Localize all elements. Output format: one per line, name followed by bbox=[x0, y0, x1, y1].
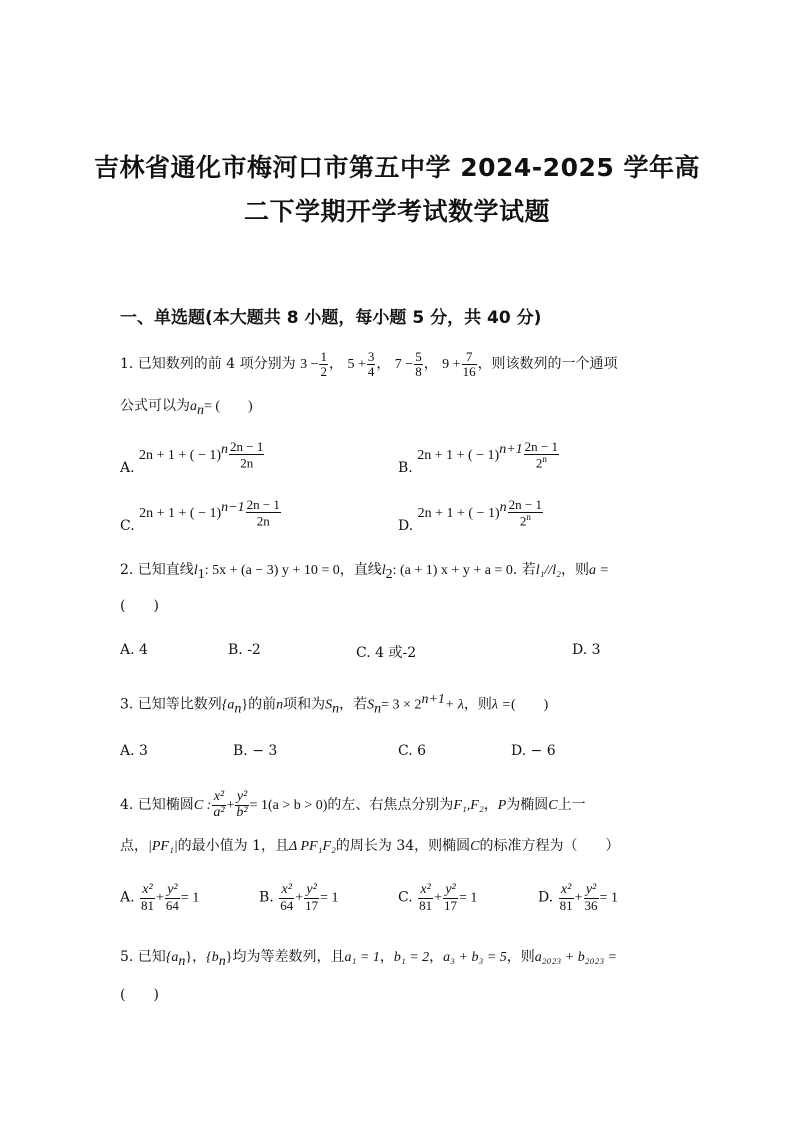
q1-option-c-den bbox=[246, 513, 281, 528]
q4-option-d-den-2: 36 bbox=[584, 897, 598, 913]
q3-option-b[interactable]: B. − 3 bbox=[233, 743, 278, 759]
q4-mid-text-3: 为椭圆 bbox=[506, 797, 549, 814]
q4-option-c-den-1: 81 bbox=[419, 897, 433, 913]
q4-option-b-den-2: 17 bbox=[305, 897, 319, 913]
q5-seq-a-end: } bbox=[185, 950, 193, 965]
q4-option-d-frac-x bbox=[559, 883, 574, 912]
q1-option-d-fraction bbox=[508, 498, 543, 528]
q4-option-d-label: D. bbox=[538, 889, 554, 906]
q4-option-a-frac-y bbox=[165, 883, 180, 912]
question-3-prefix: 3. 已知等比数列 bbox=[120, 696, 222, 713]
question-4-prefix: 4. 已知椭圆 bbox=[120, 797, 194, 814]
q1-option-a-fraction bbox=[229, 440, 264, 470]
q1-option-c-fraction bbox=[246, 498, 281, 528]
title-line-1: 吉林省通化市梅河口市第五中学 2024-2025 学年高 bbox=[94, 153, 700, 182]
q5-seq-a: {a bbox=[165, 950, 179, 965]
q4-ellipse-rest: = 1(a > b > 0) bbox=[249, 798, 328, 814]
q1-option-b-label: B. bbox=[398, 459, 413, 476]
q1-option-c[interactable] bbox=[120, 497, 282, 534]
q5-condition-3: a₃ + b₃ = 5 bbox=[443, 950, 507, 965]
q1-option-d-den-base: 2 bbox=[519, 512, 527, 528]
q1-option-b-exp: n+1 bbox=[499, 442, 523, 458]
q4-option-b-eq: = 1 bbox=[320, 890, 339, 906]
q1-option-b-fraction bbox=[524, 440, 559, 470]
q1-term-2-fraction bbox=[367, 350, 376, 378]
q4-option-a-den-1: 81 bbox=[141, 897, 155, 913]
q5-condition-1: a₁ = 1 bbox=[344, 950, 380, 965]
question-1-line-2-text: 公式可以为 bbox=[120, 398, 190, 414]
q3-eq-s: S bbox=[367, 697, 375, 713]
q5-seq-b-end: } bbox=[225, 950, 233, 965]
q4-option-a[interactable]: A. $\frac{\text{x²}}{81}$ + $\frac{\text{y²}}{64}$ = 1 bbox=[120, 882, 200, 913]
question-1-prefix: 1. 已知数列的前 4 项分别为 bbox=[120, 356, 296, 373]
q4-option-b-num-y: y² bbox=[304, 883, 319, 899]
q3-option-a[interactable]: A. 3 bbox=[120, 743, 148, 759]
q1-answer-paren: = ( ) bbox=[204, 399, 253, 414]
q2-equation-1: : 5x + (a − 3) y + 10 = 0 bbox=[204, 563, 340, 578]
q4-end-text: 上一 bbox=[557, 797, 586, 814]
q1-term-4-whole: 9 + bbox=[442, 357, 461, 373]
q4-option-b[interactable]: B. $\frac{\text{x²}}{64}$ + $\frac{\text{y²}}{17}$ = 1 bbox=[259, 882, 339, 913]
q2-line-l2-sub: 2 bbox=[385, 566, 393, 582]
q4-pf-abs: |PF₁| bbox=[148, 839, 178, 854]
q1-term-1-fraction bbox=[319, 350, 328, 378]
q1-option-a-den bbox=[229, 455, 264, 470]
q4-c-symbol: C bbox=[548, 798, 558, 814]
q4-option-c-eq: = 1 bbox=[459, 890, 478, 906]
q4-option-c-frac-y bbox=[443, 883, 458, 912]
q4-option-b-num-x: x² bbox=[279, 883, 294, 899]
question-1-line-1: 1. 已知数列的前 4 项分别为 3 − $\frac{1}{2}$ ， 5 + $\frac{3}{4}$ ， 7 − $\frac{5}{8}$ ， 9 + $\frac{7}{16}$ ，则该数列的一个通项 bbox=[120, 349, 618, 379]
question-1-line-2 bbox=[120, 395, 253, 419]
q1-option-d-exp: n bbox=[499, 500, 507, 516]
q1-an-symbol: a bbox=[190, 399, 197, 414]
q1-option-d-head: 2n + 1 + ( − 1) bbox=[417, 505, 500, 521]
q3-option-c[interactable]: C. 6 bbox=[398, 743, 427, 759]
q3-sequence: {a bbox=[221, 697, 235, 713]
question-3-line-1 bbox=[120, 692, 548, 717]
q1-term-4-fraction bbox=[462, 350, 477, 378]
q3-mid-text: 的前 bbox=[248, 696, 277, 713]
q2-parallel-condition: l₁//l₂ bbox=[535, 563, 562, 578]
question-5-line-1: 5. 已知$\{a_n\}$，$\{b_n\}$均为等差数列，且a₁ = 1，b₁ = 2，a₃ + b₃ = 5，则a₂₀₂₃ + b₂₀₂₃ = bbox=[120, 949, 618, 969]
q1-option-b-den-base: 2 bbox=[535, 454, 543, 470]
q3-s-symbol: S bbox=[325, 697, 333, 713]
q3-eq-s-sub: n bbox=[374, 701, 382, 717]
q4-line2-b: 的最小值为 1，且 bbox=[177, 838, 290, 854]
q2-option-b[interactable]: B. -2 bbox=[228, 642, 261, 658]
q4-line2-c: 的周长为 34，则椭圆 bbox=[335, 838, 471, 854]
section-heading: 一、单选题(本大题共 8 小题，每小题 5 分，共 40 分) bbox=[120, 308, 542, 328]
q3-sequence-sub: n bbox=[234, 701, 242, 717]
q4-option-b-frac-y bbox=[304, 883, 319, 912]
q4-line2-a: 点， bbox=[120, 838, 148, 854]
q1-term-4-den: 16 bbox=[462, 363, 476, 379]
q4-ellipse-frac-x bbox=[212, 790, 225, 820]
q1-term-1-num: 1 bbox=[320, 349, 327, 364]
q1-option-a-num: 2n − 1 bbox=[230, 439, 264, 454]
q1-term-3-whole: 7 − bbox=[394, 357, 414, 373]
question-1-suffix: ，则该数列的一个通项 bbox=[477, 356, 618, 373]
q4-option-d-num-x: x² bbox=[559, 883, 574, 899]
q3-eq-rest: = 3 × 2 bbox=[381, 697, 422, 713]
question-5-prefix: 5. 已知 bbox=[120, 949, 166, 965]
q5-target: a₂₀₂₃ + b₂₀₂₃ = bbox=[534, 950, 618, 965]
q2-option-d[interactable]: D. 3 bbox=[572, 642, 601, 658]
question-2-prefix: 2. 已知直线 bbox=[120, 562, 194, 578]
q1-option-c-num: 2n − 1 bbox=[246, 497, 280, 512]
question-2-line-1 bbox=[120, 559, 609, 583]
q1-option-b-head: 2n + 1 + ( − 1) bbox=[417, 447, 500, 463]
q3-end-text: ，则 bbox=[463, 696, 492, 713]
q4-option-a-den-2: 64 bbox=[165, 897, 179, 913]
q1-term-2-den: 4 bbox=[367, 363, 375, 379]
q1-option-a-label: A. bbox=[120, 459, 135, 476]
q3-s-sub: n bbox=[332, 701, 340, 717]
q3-answer-paren: ( ) bbox=[510, 697, 549, 713]
q4-option-c-num-x: x² bbox=[418, 883, 433, 899]
q1-option-b-den-exp: n bbox=[542, 453, 547, 464]
q1-option-b[interactable] bbox=[398, 439, 560, 476]
q1-term-2-whole: 5 + bbox=[347, 357, 366, 373]
q4-option-b-den-1: 64 bbox=[280, 897, 294, 913]
q2-end-text: ，则 bbox=[561, 562, 590, 578]
q4-c-symbol-2: C bbox=[470, 839, 480, 854]
question-5-line-2: ( ) bbox=[120, 987, 159, 1003]
q1-term-3-num: 5 bbox=[415, 349, 422, 364]
q5-seq-b-sub: n bbox=[218, 953, 226, 969]
q4-option-c[interactable]: C. $\frac{\text{x²}}{81}$ + $\frac{\text{y²}}{17}$ = 1 bbox=[398, 882, 478, 913]
q1-option-a-exp: n bbox=[221, 442, 229, 458]
q2-mid-text: ，直线 bbox=[339, 562, 382, 578]
q2-line-l1-sub: 1 bbox=[197, 566, 205, 582]
q1-an-subscript: n bbox=[197, 402, 204, 418]
q3-eq-exponent: n+1 bbox=[421, 692, 445, 707]
q5-end-text: ，则 bbox=[506, 949, 535, 965]
q1-option-d[interactable] bbox=[398, 497, 544, 534]
q4-option-c-num-y: y² bbox=[443, 883, 458, 899]
q4-ellipse-c: C : bbox=[193, 798, 212, 814]
q3-sequence-end: } bbox=[241, 697, 249, 713]
q1-option-b-num: 2n − 1 bbox=[524, 439, 559, 454]
q4-ellipse-frac-y bbox=[235, 790, 248, 820]
q3-mid-text-2: 项和为 bbox=[283, 696, 326, 713]
question-2-line-2: ( ) bbox=[120, 598, 159, 614]
q2-line-l2: l bbox=[381, 563, 386, 578]
q4-option-d-den-1: 81 bbox=[559, 897, 573, 913]
q4-option-d[interactable]: D. $\frac{\text{x²}}{81}$ + $\frac{\text{y²}}{36}$ = 1 bbox=[538, 882, 618, 913]
q5-mid-text: 均为等差数列，且 bbox=[232, 949, 345, 965]
q2-option-c[interactable]: C. 4 或-2 bbox=[356, 645, 417, 661]
q4-ellipse-den-a: a² bbox=[213, 804, 225, 820]
q4-option-b-frac-x bbox=[279, 883, 294, 912]
q1-option-a-head: 2n + 1 + ( − 1) bbox=[139, 447, 222, 463]
q1-term-1-den: 2 bbox=[320, 363, 327, 379]
q3-eq-tail: + λ bbox=[444, 697, 464, 713]
q4-comma: ， bbox=[483, 797, 498, 814]
q4-option-c-den-2: 17 bbox=[444, 897, 458, 913]
title-line-2: 二下学期开学考试数学试题 bbox=[243, 197, 550, 226]
q1-term-2-num: 3 bbox=[367, 349, 375, 364]
q2-option-a[interactable]: A. 4 bbox=[120, 642, 148, 658]
q1-term-1-whole: 3 − bbox=[300, 357, 319, 373]
q1-option-c-head: 2n + 1 + ( − 1) bbox=[139, 505, 222, 521]
q2-end-math: a = bbox=[589, 563, 609, 578]
q4-option-a-num-y: y² bbox=[165, 883, 180, 899]
q4-mid-text: 的左、右焦点分别为 bbox=[327, 797, 454, 814]
q1-option-c-den-base: 2n bbox=[256, 512, 270, 528]
q5-seq-b: {b bbox=[206, 950, 219, 965]
question-4-line-2 bbox=[120, 835, 620, 855]
q2-equation-2: : (a + 1) x + y + a = 0 bbox=[392, 563, 513, 578]
q4-ellipse-num-x: x² bbox=[213, 789, 225, 804]
q5-seq-a-sub: n bbox=[178, 953, 186, 969]
question-4-line-1: 4. 已知椭圆C : $\frac{\text{x²}}{\text{a²}}$ + $\frac{\text{y²}}{\text{b²}}$ = 1(a > b > 0)的左、右焦点分别为F₁,F₂，P为椭圆C上一 bbox=[120, 789, 586, 820]
q1-option-c-exp: n−1 bbox=[221, 500, 245, 516]
q1-option-a-den-base: 2n bbox=[240, 454, 254, 470]
q1-option-d-num: 2n − 1 bbox=[508, 497, 542, 512]
q2-mid-text-2: . 若 bbox=[512, 562, 536, 578]
q2-line-l1: l bbox=[193, 563, 198, 578]
q4-option-d-eq: = 1 bbox=[599, 890, 618, 906]
q4-line2-d: 的标准方程为（ ） bbox=[479, 838, 620, 854]
q1-option-d-den bbox=[508, 513, 543, 528]
q1-option-b-den bbox=[524, 455, 559, 470]
q4-option-a-eq: = 1 bbox=[180, 890, 200, 906]
q3-n-symbol: n bbox=[276, 697, 284, 713]
q1-option-d-label: D. bbox=[398, 517, 414, 534]
q4-option-d-frac-y bbox=[584, 883, 599, 912]
q4-foci: F₁,F₂ bbox=[453, 798, 484, 814]
q3-end-math: λ = bbox=[491, 697, 511, 713]
q4-ellipse-num-y: y² bbox=[236, 789, 248, 804]
q1-option-a[interactable] bbox=[120, 439, 265, 476]
q4-option-a-num-x: x² bbox=[140, 883, 155, 899]
q4-option-c-frac-x bbox=[418, 883, 433, 912]
q5-comma: ， bbox=[192, 949, 207, 965]
q4-ellipse-den-b: b² bbox=[236, 804, 248, 820]
q4-option-d-num-y: y² bbox=[584, 883, 599, 899]
q1-term-4-num: 7 bbox=[462, 350, 477, 365]
q1-option-d-den-exp: n bbox=[526, 511, 531, 522]
q4-point-p: P bbox=[497, 798, 507, 814]
q1-term-3-den: 8 bbox=[415, 363, 422, 379]
q1-option-c-label: C. bbox=[120, 517, 135, 534]
q4-option-c-label: C. bbox=[398, 889, 413, 906]
q4-triangle: Δ PF₁F₂ bbox=[289, 839, 336, 854]
q5-condition-2: b₁ = 2 bbox=[393, 950, 430, 965]
q1-term-3-fraction bbox=[414, 350, 423, 378]
q4-option-a-frac-x bbox=[140, 883, 155, 912]
q4-option-a-label: A. bbox=[120, 889, 135, 906]
q3-mid-text-3: ，若 bbox=[339, 696, 368, 713]
q3-option-d[interactable]: D. − 6 bbox=[511, 743, 556, 759]
q4-option-b-label: B. bbox=[259, 889, 274, 906]
